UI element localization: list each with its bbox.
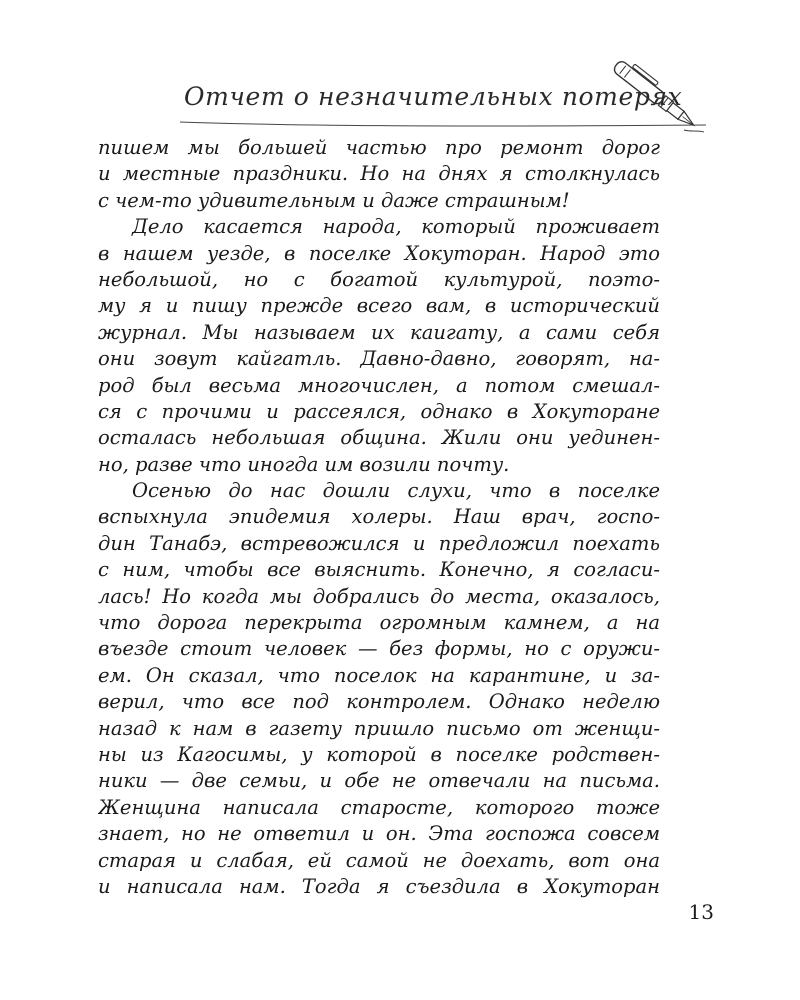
text-line: род был весьма многочислен, а потом смешал- (98, 373, 660, 397)
text-line: старая и слабая, ей самой не доехать, вот она (98, 848, 660, 872)
text-line: с чем-то удивительным и даже страшным! (98, 188, 570, 212)
text-line: они зовут кайгатль. Давно-давно, говорят, на- (98, 347, 660, 371)
text-line: что дорога перекрыта огромным камнем, а на (98, 611, 660, 635)
page-number: 13 (688, 900, 714, 924)
text-line: ны из Кагосимы, у которой в поселке родствен- (98, 742, 660, 766)
text-line: ники — две семьи, и обе не отвечали на письма. (98, 769, 660, 793)
text-line: ся с прочими и рассеялся, однако в Хокуторане (98, 399, 660, 423)
text-line: с ним, чтобы все выяснить. Конечно, я согласи- (98, 558, 660, 582)
text-line: ем. Он сказал, что поселок на карантине, и за- (98, 663, 660, 687)
text-line: небольшой, но с богатой культурой, поэто- (98, 267, 660, 291)
text-line: вспыхнула эпидемия холеры. Наш врач, госпо- (98, 505, 660, 529)
text-line: Женщина написала старосте, которого тоже (98, 795, 660, 819)
text-line: въезде стоит человек — без формы, но с оружи- (98, 637, 660, 661)
body-text (98, 135, 660, 900)
text-line: журнал. Мы называем их каигату, а сами себя (98, 320, 660, 344)
text-line: назад к нам в газету пришло письмо от женщи- (98, 716, 660, 740)
header-title: Отчет о незначительных потерях (184, 82, 683, 111)
text-line: Дело касается народа, который проживает (132, 215, 660, 239)
text-line: му я и пишу прежде всего вам, в исторический (98, 294, 660, 318)
text-line: и местные праздники. Но на днях я столкнулась (98, 162, 660, 186)
text-line: дин Танабэ, встревожился и предложил поехать (98, 531, 660, 555)
text-line: осталась небольшая община. Жили они уединен- (98, 426, 660, 450)
text-line: лась! Но когда мы добрались до места, оказалось, (98, 584, 660, 608)
text-line: пишем мы большей частью про ремонт дорог (98, 136, 660, 159)
running-header (150, 40, 730, 140)
text-line: в нашем уезде, в поселке Хокуторан. Народ это (98, 241, 660, 265)
text-line: верил, что все под контролем. Однако неделю (98, 690, 660, 714)
text-line: и написала нам. Тогда я съездила в Хокуторан (98, 874, 660, 898)
text-line: но, разве что иногда им возили почту. (98, 452, 510, 476)
text-line: знает, но не ответил и он. Эта госпожа совсем (98, 822, 660, 846)
text-line: Осенью до нас дошли слухи, что в поселке (132, 479, 660, 503)
